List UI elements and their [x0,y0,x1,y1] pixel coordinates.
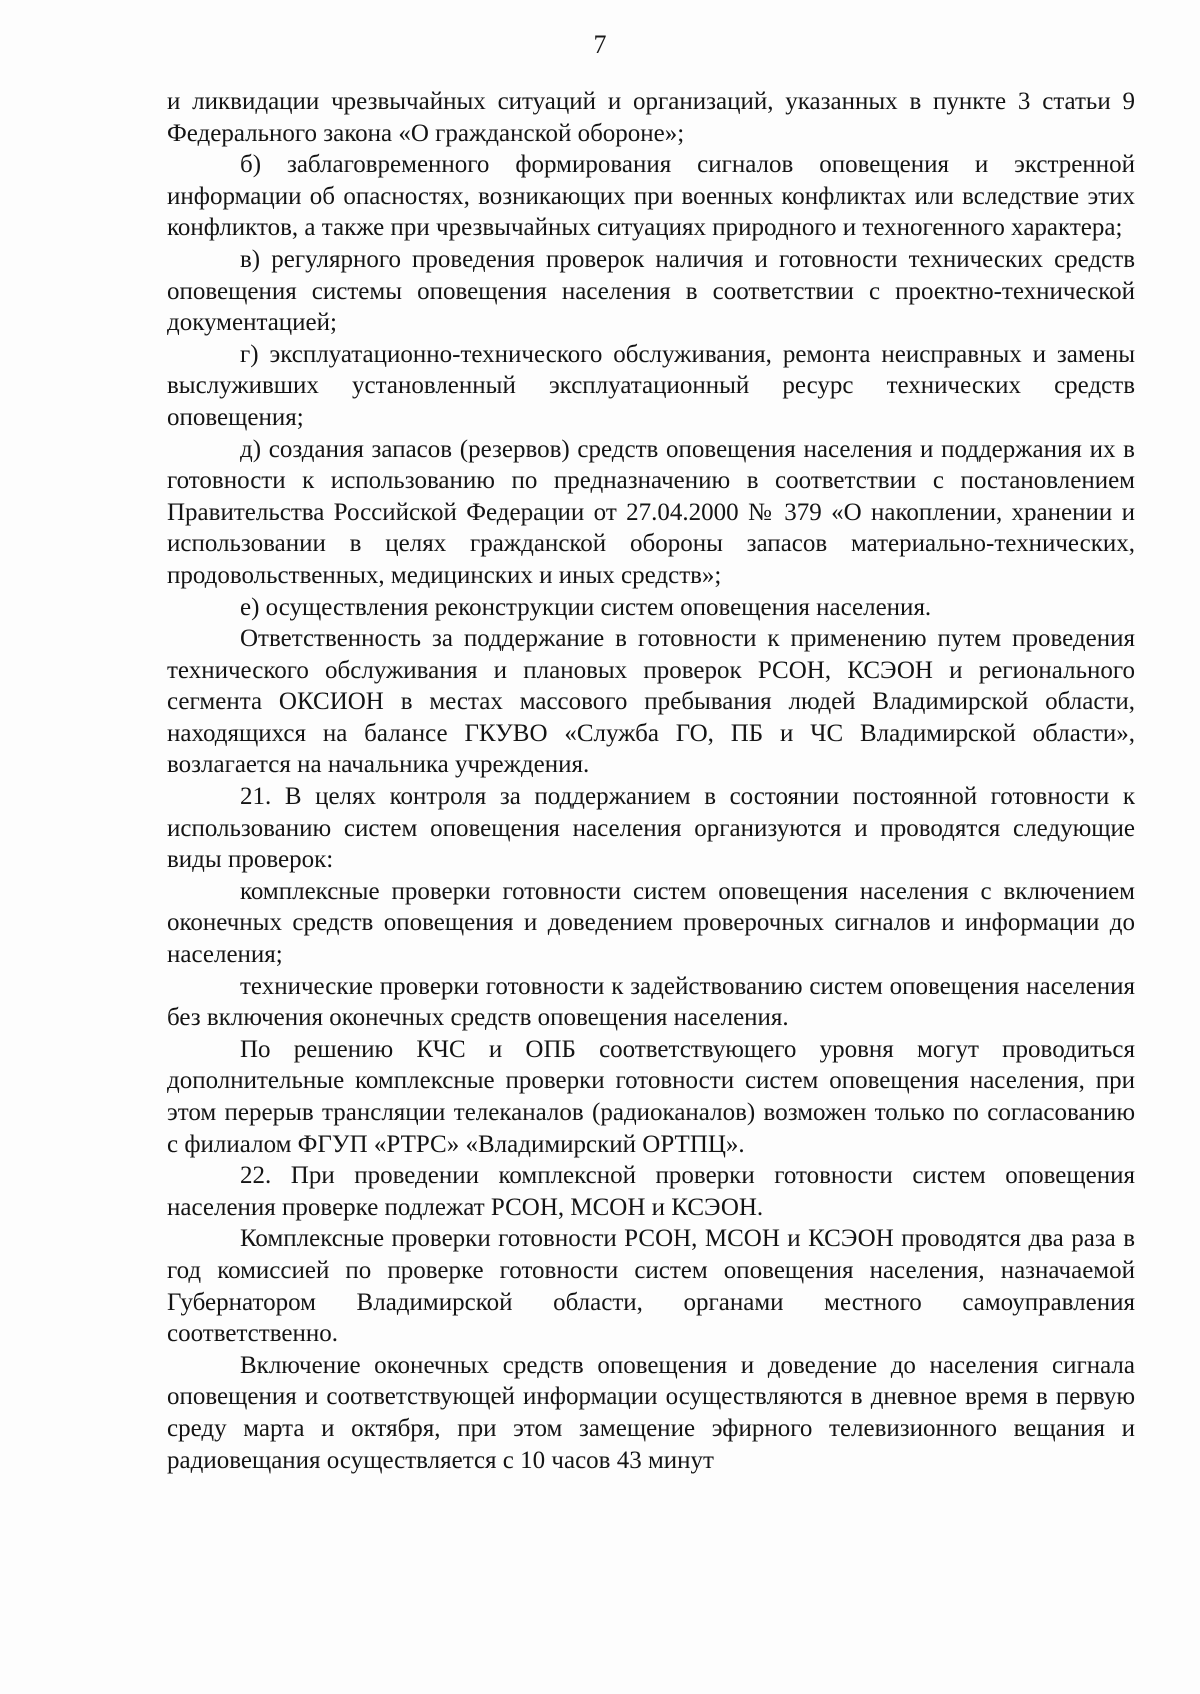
paragraph-section-22: 22. При проведении комплексной проверки готовности систем оповещения населения проверке подлежат РСОН, МСОН и КСЭОН. [167,1162,1135,1221]
paragraph-activation-schedule: Включение оконечных средств оповещения и доведение до населения сигнала оповещения и соответствующей информации осуществляются в дневное время в первую среду марта и октября, при этом замещение эфирного телевизионного вещания и радиовещания осуществляется с 10 часов 43 минут [167,1351,1135,1474]
document-body [167,86,1135,1476]
paragraph-kchs-decision: По решению КЧС и ОПБ соответствующего уровня могут проводиться дополнительные комплексные проверки готовности систем оповещения населения, при этом перерыв трансляции телеканалов (радиоканалов) возможен только по согласованию с филиалом ФГУП «РТРС» «Владимирский ОРТПЦ». [167,1035,1135,1158]
paragraph-item-d: д) создания запасов (резервов) средств оповещения населения и поддержания их в готовности к использованию по предназначению в соответствии с постановлением Правительства Российской Федерации от 27.04.2000 № 379 «О накоплении, хранении и использовании в целях гражданской обороны запасов материально-технических, продовольственных, медицинских и иных средств»; [167,435,1135,589]
paragraph-section-21: 21. В целях контроля за поддержанием в состоянии постоянной готовности к использованию систем оповещения населения организуются и проводятся следующие виды проверок: [167,783,1135,874]
paragraph-item-v: в) регулярного проведения проверок наличия и готовности технических средств оповещения системы оповещения населения в соответствии с проектно-технической документацией; [167,245,1135,337]
paragraph-item-b: б) заблаговременного формирования сигналов оповещения и экстренной информации об опасностях, возникающих при военных конфликтах или вследствие этих конфликтов, а также при чрезвычайных ситуациях природного и техногенного характера; [167,151,1135,242]
paragraph-item-e: е) осуществления реконструкции систем оповещения населения. [240,593,932,621]
paragraph-complex-checks: комплексные проверки готовности систем оповещения населения с включением оконечных средств оповещения и доведением проверочных сигналов и информации до населения; [167,877,1135,969]
paragraph-responsibility: Ответственность за поддержание в готовности к применению путем проведения технического обслуживания и плановых проверок РСОН, КСЭОН и регионального сегмента ОКСИОН в местах массового пребывания людей Владимирской области, находящихся на балансе ГКУВО «Служба ГО, ПБ и ЧС Владимирской области», возлагается на начальника учреждения. [167,625,1135,779]
page-number: 7 [593,30,607,59]
paragraph-twice-a-year: Комплексные проверки готовности РСОН, МСОН и КСЭОН проводятся два раза в год комиссией по проверке готовности систем оповещения населения, назначаемой Губернатором Владимирской области, органами местного самоуправления соответственно. [167,1225,1135,1348]
paragraph-continuation: и ликвидации чрезвычайных ситуаций и организаций, указанных в пункте 3 статьи 9 Федерального закона «О гражданской обороне»; [167,88,1135,147]
paragraph-item-g: г) эксплуатационно-технического обслуживания, ремонта неисправных и замены выслуживших установленный эксплуатационный ресурс технических средств оповещения; [167,340,1135,431]
paragraph-technical-checks: технические проверки готовности к задействованию систем оповещения населения без включения оконечных средств оповещения населения. [167,972,1135,1032]
